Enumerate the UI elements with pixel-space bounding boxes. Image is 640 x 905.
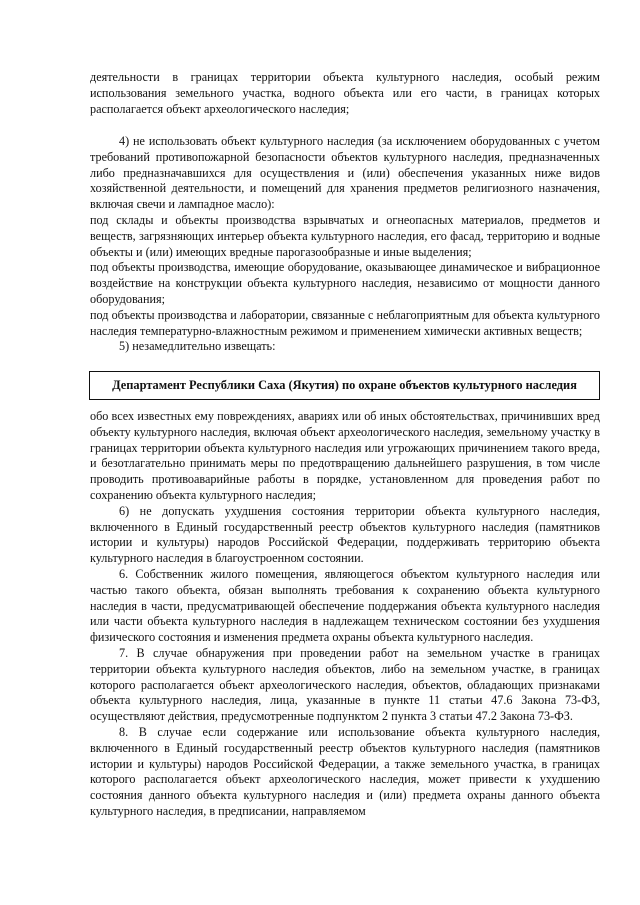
text-block-item-4 (90, 134, 600, 355)
department-banner (89, 371, 600, 400)
paragraph-item-5: 5) незамедлительно извещать: (119, 339, 276, 354)
paragraph-section-7: 7. В случае обнаружения при проведении работ на земельном участке в границах территории объекта культурного наследия объектов, либо на земельном участке, в границах которого располагается объект археологического наследия, объектов, обладающих признаками объекта культурного наследия, лица, указанные в пункте 11 статьи 47.6 Закона 73-ФЗ, осуществляют действия, предусмотренные подпунктом 2 пункта 3 статьи 47.2 Закона 73-ФЗ. (90, 645, 600, 724)
paragraph-item-4-vibration: под объекты производства, имеющие оборудование, оказывающее динамическое и вибрационное воздействие на конструкции объекта культурного наследия, независимо от мощности данного оборудования; (90, 260, 600, 306)
paragraph-item-6: 6) не допускать ухудшения состояния территории объекта культурного наследия, включенного в Единый государственный реестр объектов культурного наследия (памятников истории и культуры) народов Российской Федерации, поддерживать территорию объекта культурного наследия в благоустроенном состоянии. (90, 503, 600, 566)
paragraph-continuation: деятельности в границах территории объекта культурного наследия, особый режим использования земельного участка, водного объекта или его части, в границах которых располагается объект археологического наследия; (90, 70, 600, 116)
text-block-top (90, 70, 600, 117)
paragraph-section-6: 6. Собственник жилого помещения, являющегося объектом культурного наследия или частью такого объекта, обязан выполнять требования к сохранению объекта культурного наследия в части, предусматривающей обеспечение поддержания объекта культурного наследия или части объекта культурного наследия в надлежащем техническом состоянии без ухудшения физического состояния и изменения предмета охраны объекта культурного наследия. (90, 566, 600, 645)
paragraph-item-4-warehouses: под склады и объекты производства взрывчатых и огнеопасных материалов, предметов и веществ, загрязняющих интерьер объекта культурного наследия, его фасад, территорию и водные объекты и (или) имеющих вредные парогазообразные и иные выделения; (90, 212, 600, 259)
paragraph-section-8: 8. В случае если содержание или использование объекта культурного наследия, включенного в Единый государственный реестр объектов культурного наследия (памятников истории и культуры) народов Российской Федерации, а также земельного участка, в границах которого располагается объект археологического наследия, может привести к ухудшению состояния данного объекта культурного наследия и (или) предмета охраны данного объекта культурного наследия, в предписании, направляемом (90, 724, 600, 818)
department-banner-text: Департамент Республики Саха (Якутия) по охране объектов культурного наследия (112, 377, 577, 392)
paragraph-item-4: 4) не использовать объект культурного наследия (за исключением оборудованных с учетом требований противопожарной безопасности объектов культурного наследия, предназначенных либо предназначавшихся для осуществления и (или) обеспечения указанных ниже видов хозяйственной деятельности, и помещений для хранения предметов религиозного назначения, включая свечи и лампадное масло): (90, 134, 600, 212)
text-block-bottom (90, 409, 600, 820)
paragraph-item-5-details: обо всех известных ему повреждениях, авариях или об иных обстоятельствах, причинивших вред объекту культурного наследия, включая объект археологического наследия, земельному участку в границах территории объекта культурного наследия или угрожающих причинением такого вреда, и безотлагательно принимать меры по предотвращению дальнейшего разрушения, в том числе проводить противоаварийные работы в порядке, установленном для проведения работ по сохранению объекта культурного наследия; (90, 409, 600, 502)
paragraph-item-4-laboratories: под объекты производства и лаборатории, связанные с неблагоприятным для объекта культурного наследия температурно-влажностным режимом и применением химически активных веществ; (90, 307, 600, 338)
